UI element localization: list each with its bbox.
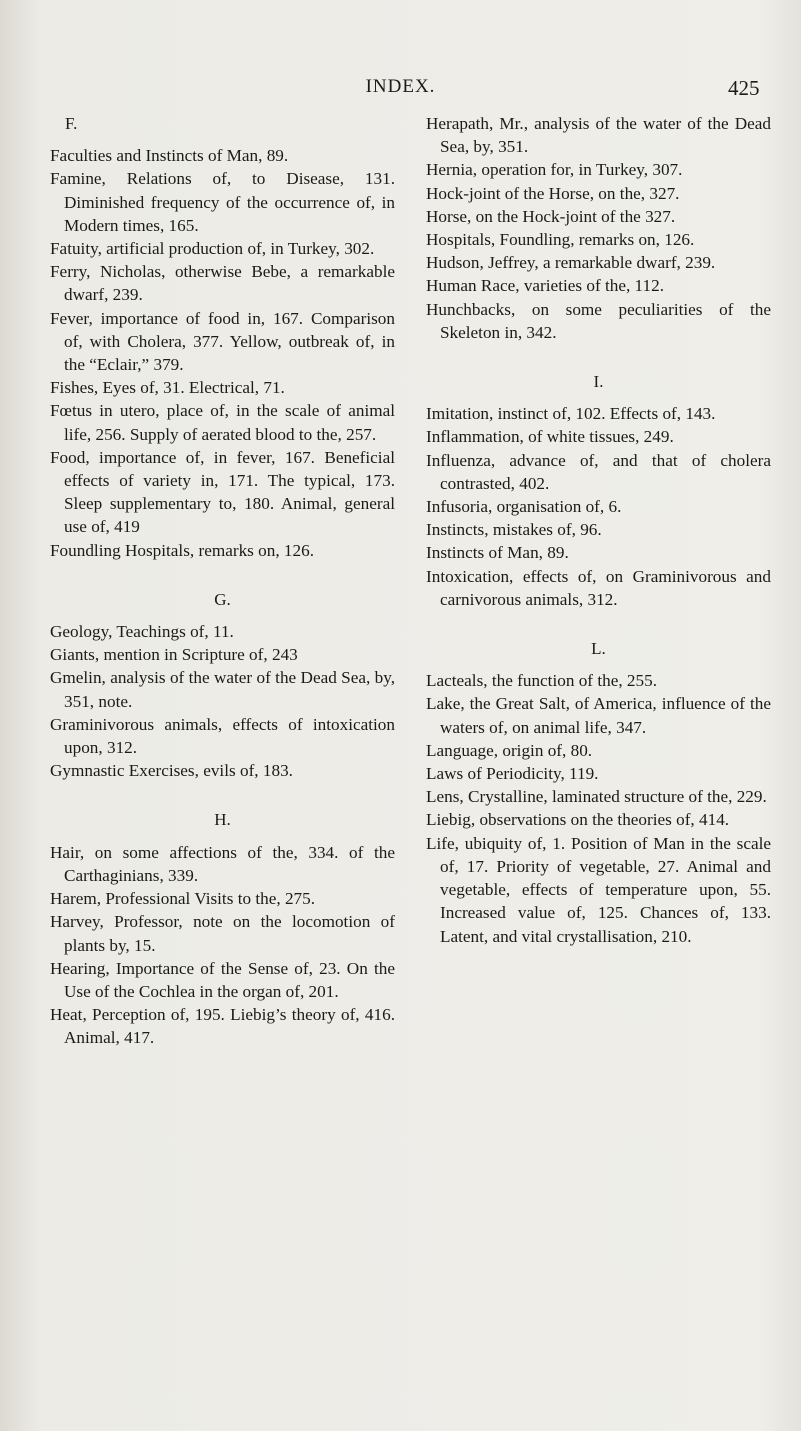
index-entry: Famine, Relations of, to Disease, 131. Diminished frequency of the occurrence of, in Modern times, 165.	[50, 169, 395, 235]
index-entry: Harem, Professional Visits to the, 275.	[50, 889, 316, 909]
index-entry: Laws of Periodicity, 119.	[426, 764, 599, 784]
index-entry: Fœtus in utero, place of, in the scale of animal life, 256. Supply of aerated blood to the, 257.	[50, 401, 395, 444]
index-entry: Language, origin of, 80.	[426, 740, 593, 760]
index-entry: Graminivorous animals, effects of intoxication upon, 312.	[50, 714, 395, 758]
index-entry: Lake, the Great Salt, of America, influence of the waters of, on animal life, 347.	[426, 694, 771, 737]
index-entry: Liebig, observations on the theories of, 414.	[426, 810, 730, 830]
index-entry: Fever, importance of food in, 167. Comparison of, with Cholera, 377. Yellow, outbreak of, in the “Eclair,” 379.	[50, 308, 395, 375]
running-header: INDEX.	[365, 76, 436, 97]
section-spacer	[426, 611, 771, 625]
index-entry: Heat, Perception of, 195. Liebig’s theory of, 416. Animal, 417.	[50, 1005, 395, 1048]
index-entry: Instincts of Man, 89.	[426, 543, 569, 563]
index-entry: Hock-joint of the Horse, on the, 327.	[426, 183, 680, 203]
index-entry: Fatuity, artificial production of, in Turkey, 302.	[50, 239, 375, 259]
section-spacer	[426, 344, 771, 358]
index-entry: Life, ubiquity of, 1. Position of Man in the scale of, 17. Priority of vegetable, 27. Animal and vegetable, effects of temperature upon, 55. Increased value of, 125. Chances of, 133. Latent, and vital crystallisation, 210.	[426, 833, 771, 946]
index-entry: Hudson, Jeffrey, a remarkable dwarf, 239.	[426, 253, 716, 273]
index-entry: Gmelin, analysis of the water of the Dead Sea, by, 351, note.	[50, 668, 395, 711]
left-column	[50, 112, 395, 1050]
index-entry: Ferry, Nicholas, otherwise Bebe, a remarkable dwarf, 239.	[50, 262, 395, 305]
index-entry: Imitation, instinct of, 102. Effects of, 143.	[426, 404, 716, 424]
index-entry: Lens, Crystalline, laminated structure of the, 229.	[426, 787, 767, 807]
index-entry: Hunchbacks, on some peculiarities of the Skeleton in, 342.	[426, 299, 771, 342]
index-entry: Instincts, mistakes of, 96.	[426, 520, 602, 540]
index-entry: Giants, mention in Scripture of, 243	[50, 645, 298, 665]
index-entry: Hernia, operation for, in Turkey, 307.	[426, 160, 683, 180]
index-entry: Hearing, Importance of the Sense of, 23. On the Use of the Cochlea in the organ of, 201.	[50, 958, 395, 1001]
index-entry: Hair, on some affections of the, 334. of the Carthaginians, 339.	[50, 842, 395, 885]
index-entry: Inflammation, of white tissues, 249.	[426, 427, 674, 447]
index-entry: Faculties and Instincts of Man, 89.	[50, 146, 289, 166]
index-entry: Gymnastic Exercises, evils of, 183.	[50, 761, 293, 781]
section-heading: G.	[214, 589, 231, 609]
section-heading: L.	[591, 639, 606, 659]
index-entry: Food, importance of, in fever, 167. Beneficial effects of variety in, 171. The typical, 173. Sleep supplementary to, 180. Animal, general use of, 419	[50, 447, 395, 537]
section-spacer	[50, 782, 395, 796]
index-entry: Human Race, varieties of the, 112.	[426, 276, 664, 296]
index-entry: Foundling Hospitals, remarks on, 126.	[50, 540, 315, 560]
section-heading: F.	[65, 114, 78, 133]
index-entry: Herapath, Mr., analysis of the water of the Dead Sea, by, 351.	[426, 114, 771, 157]
index-entry: Horse, on the Hock-joint of the 327.	[426, 206, 676, 226]
index-entry: Hospitals, Foundling, remarks on, 126.	[426, 230, 695, 250]
section-heading: I.	[593, 372, 604, 392]
right-column	[426, 112, 771, 948]
index-entry: Intoxication, effects of, on Graminivorous and carnivorous animals, 312.	[426, 566, 771, 609]
index-entry: Geology, Teachings of, 11.	[50, 622, 234, 642]
page-number: 425	[728, 76, 760, 100]
index-entry: Lacteals, the function of the, 255.	[426, 671, 657, 691]
index-entry: Infusoria, organisation of, 6.	[426, 497, 622, 517]
index-entry: Harvey, Professor, note on the locomotion of plants by, 15.	[50, 912, 395, 955]
index-entry: Influenza, advance of, and that of cholera contrasted, 402.	[426, 450, 771, 493]
section-heading: H.	[214, 810, 231, 830]
section-spacer	[50, 562, 395, 576]
index-entry: Fishes, Eyes of, 31. Electrical, 71.	[50, 378, 285, 398]
